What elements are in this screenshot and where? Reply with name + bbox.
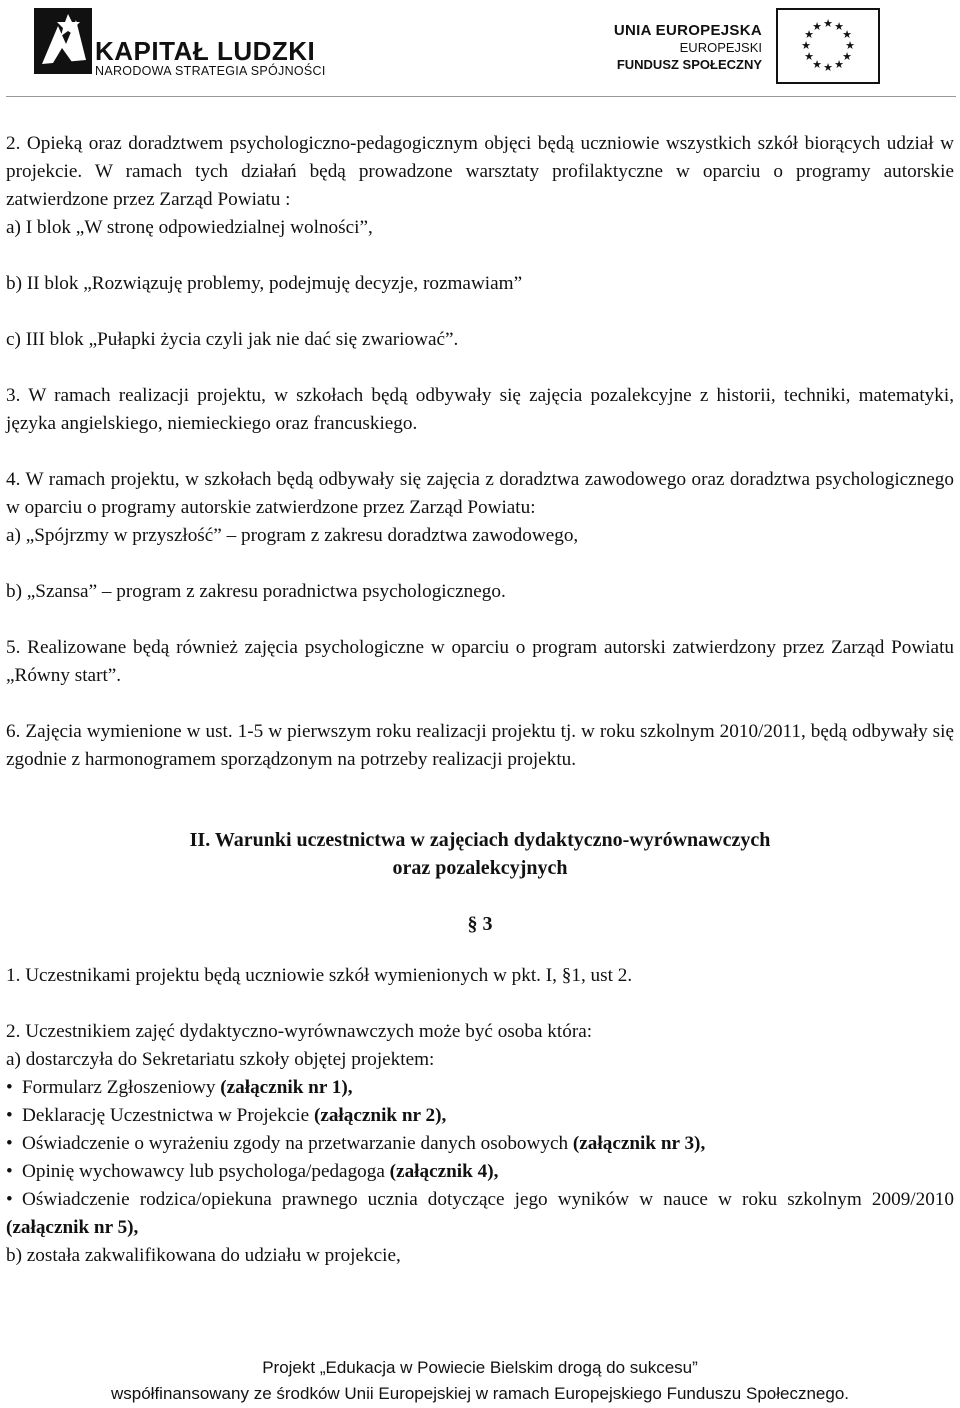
list-item: • Oświadczenie rodzica/opiekuna prawnego ucznia dotyczące jego wyników w nauce w roku szkolnym 2009/2010 (załącznik nr 5),	[6, 1186, 954, 1242]
paragraph-3: 3. W ramach realizacji projektu, w szkołach będą odbywały się zajęcia pozalekcyjne z historii, techniki, matematyki, języka angielskiego, niemieckiego oraz francuskiego.	[6, 385, 954, 434]
paragraph-2b: b) II blok „Rozwiązuję problemy, podejmuję decyzje, rozmawiam”	[6, 273, 523, 294]
footer-line-1: Projekt „Edukacja w Powiecie Bielskim drogą do sukcesu”	[262, 1358, 698, 1377]
header-divider	[6, 96, 956, 97]
bullet-icon: •	[6, 1077, 13, 1098]
paragraph-s2: 2. Uczestnikiem zajęć dydaktyczno-wyrównawczych może być osoba która:	[6, 1021, 593, 1042]
kapital-ludzki-subtitle: NARODOWA STRATEGIA SPÓJNOŚCI	[95, 64, 326, 78]
svg-text:★: ★	[804, 50, 814, 63]
kapital-ludzki-title: KAPITAŁ LUDZKI	[95, 36, 316, 66]
page-footer	[0, 1355, 960, 1407]
paragraph-2: 2. Opieką oraz doradztwem psychologiczno-pedagogicznym objęci będą uczniowie wszystkich szkół biorących udział w projekcie. W ramach tych działań będą prowadzone warsztaty profilaktyczne w oparciu o programy autorskie zatwierdzone przez Zarząd Powiatu :	[6, 133, 954, 210]
document-body	[6, 130, 954, 1270]
bullet-icon: •	[6, 1189, 13, 1210]
eu-line-1: UNIA EUROPEJSKA	[613, 22, 762, 39]
paragraph-s2a: a) dostarczyła do Sekretariatu szkoły objętej projektem:	[6, 1049, 435, 1070]
paragraph-4: 4. W ramach projektu, w szkołach będą odbywały się zajęcia z doradztwa zawodowego oraz doradztwa psychologicznego w oparciu o programy autorskie zatwierdzone przez Zarząd Powiatu:	[6, 469, 954, 518]
svg-text:★: ★	[823, 61, 833, 74]
bullet-icon: •	[6, 1105, 13, 1126]
list-item: • Formularz Zgłoszeniowy (załącznik nr 1),	[6, 1074, 954, 1102]
list-item: • Opinię wychowawcy lub psychologa/pedagoga (załącznik 4),	[6, 1158, 954, 1186]
kapital-ludzki-logo-icon	[28, 4, 98, 84]
bullet-icon: •	[6, 1161, 13, 1182]
list-item: • Oświadczenie o wyrażeniu zgody na przetwarzanie danych osobowych (załącznik nr 3),	[6, 1130, 954, 1158]
svg-text:★: ★	[812, 58, 822, 71]
svg-text:★: ★	[823, 17, 833, 30]
list-item: • Deklarację Uczestnictwa w Projekcie (załącznik nr 2),	[6, 1102, 954, 1130]
svg-text:★: ★	[801, 39, 811, 52]
paragraph-4a: a) „Spójrzmy w przyszłość” – program z zakresu doradztwa zawodowego,	[6, 525, 579, 546]
paragraph-5: 5. Realizowane będą również zajęcia psychologiczne w oparciu o program autorski zatwierdzony przez Zarząd Powiatu „Równy start”.	[6, 637, 954, 686]
paragraph-2a: a) I blok „W stronę odpowiedzialnej wolności”,	[6, 217, 373, 238]
attachment-list	[6, 1074, 954, 1242]
svg-text:★: ★	[812, 20, 822, 33]
paragraph-2c: c) III blok „Pułapki życia czyli jak nie dać się zwariować”.	[6, 329, 459, 350]
page-header	[0, 0, 960, 92]
section-heading-line2: oraz pozalekcyjnych	[392, 857, 568, 879]
eu-line-3: FUNDUSZ SPOŁECZNY	[616, 57, 762, 72]
paragraph-s2b: b) została zakwalifikowana do udziału w projekcie,	[6, 1245, 401, 1266]
section-sign: § 3	[467, 913, 493, 935]
footer-line-2: współfinansowany ze środków Unii Europejskiej w ramach Europejskiego Funduszu Społecznego.	[111, 1384, 849, 1403]
eu-flag-icon	[776, 8, 880, 84]
paragraph-s1: 1. Uczestnikami projektu będą uczniowie szkół wymienionych w pkt. I, §1, ust 2.	[6, 965, 633, 986]
svg-text:★: ★	[834, 20, 844, 33]
svg-text:★: ★	[834, 58, 844, 71]
paragraph-6: 6. Zajęcia wymienione w ust. 1-5 w pierwszym roku realizacji projektu tj. w roku szkolnym 2010/2011, będą odbywały się zgodnie z harmonogramem sporządzonym na potrzeby realizacji projektu.	[6, 721, 954, 770]
section-heading-line1: II. Warunki uczestnictwa w zajęciach dydaktyczno-wyrównawczych	[189, 829, 771, 851]
svg-text:★: ★	[842, 50, 852, 63]
svg-text:★: ★	[842, 28, 852, 41]
svg-text:★: ★	[845, 39, 855, 52]
eu-line-2: EUROPEJSKI	[679, 40, 762, 55]
bullet-icon: •	[6, 1133, 13, 1154]
paragraph-4b: b) „Szansa” – program z zakresu poradnictwa psychologicznego.	[6, 581, 506, 602]
svg-text:★: ★	[804, 28, 814, 41]
eu-fund-text	[614, 22, 762, 73]
